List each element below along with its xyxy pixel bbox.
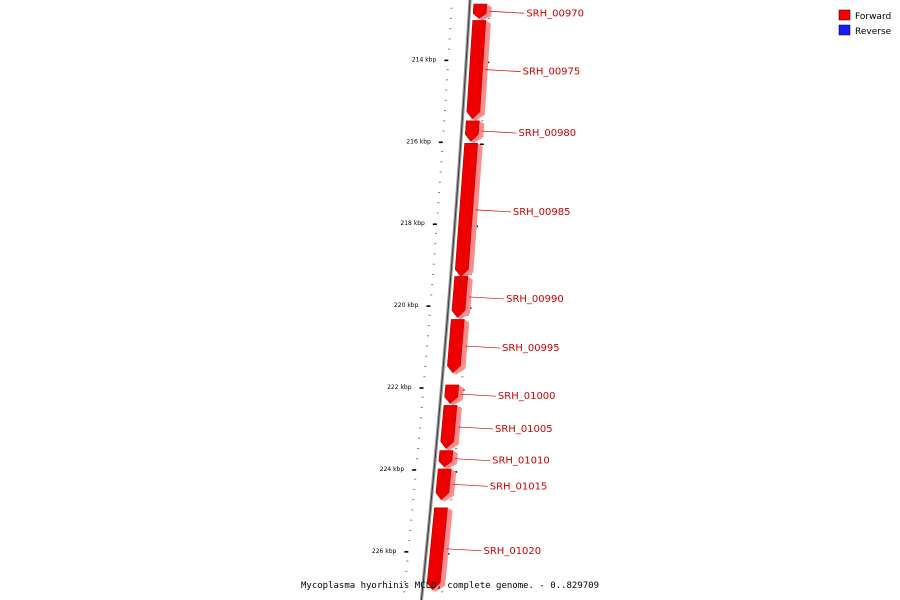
gene-label[interactable]: SRH_00970 — [526, 8, 584, 20]
legend-item-reverse — [839, 25, 892, 37]
gene-arrow[interactable] — [427, 508, 452, 592]
gene-arrow[interactable] — [467, 20, 491, 120]
gene-leader-line — [489, 11, 524, 13]
gene-label[interactable]: SRH_01020 — [483, 545, 542, 557]
legend-swatch-reverse — [839, 25, 850, 35]
legend-item-forward — [839, 10, 891, 22]
gene-leader-line — [469, 297, 504, 299]
gene-arrow[interactable] — [445, 385, 464, 405]
tick-label: 218 kbp — [400, 220, 425, 228]
gene-arrow[interactable] — [439, 451, 458, 469]
gene-leader-line — [453, 484, 488, 486]
gene-label[interactable]: SRH_00975 — [522, 66, 581, 78]
gene-label[interactable]: SRH_01010 — [492, 455, 550, 467]
gene-leader-line — [482, 131, 517, 133]
gene-label[interactable]: SRH_01005 — [495, 423, 553, 435]
gene-leader-line — [465, 346, 500, 348]
gene-leader-line — [461, 394, 496, 396]
gene-label[interactable]: SRH_01015 — [489, 481, 548, 493]
gene-label[interactable]: SRH_00985 — [512, 206, 571, 218]
gene-label[interactable]: SRH_00990 — [506, 293, 564, 305]
legend-label-forward: Forward — [855, 12, 892, 22]
gene-label[interactable]: SRH_00995 — [502, 343, 560, 355]
gene-arrow[interactable] — [441, 405, 462, 450]
gene-arrow[interactable] — [447, 319, 469, 374]
tick-label: 224 kbp — [379, 465, 405, 473]
tick-label: 214 kbp — [411, 56, 437, 64]
gene-leader-line — [447, 549, 482, 551]
tick-label: 220 kbp — [393, 302, 419, 310]
gene-label[interactable]: SRH_00980 — [518, 128, 577, 140]
genome-caption: Mycoplasma hyorhinis MCLD, complete genome. - 0..829709 — [300, 581, 600, 591]
gene-leader-line — [458, 427, 493, 429]
gene-arrow[interactable] — [436, 469, 456, 502]
legend-swatch-forward — [839, 10, 850, 20]
legend-label-reverse: Reverse — [855, 27, 892, 37]
strand-legend — [839, 10, 892, 37]
tick-label: 216 kbp — [406, 138, 431, 146]
gene-label[interactable]: SRH_01000 — [497, 391, 556, 403]
gene-leader-line — [486, 70, 521, 72]
gene-leader-line — [476, 210, 511, 212]
gene-arrow[interactable] — [465, 121, 484, 143]
tick-label: 226 kbp — [371, 547, 397, 555]
tick-label: 222 kbp — [387, 384, 412, 392]
gene-arrow[interactable] — [452, 276, 473, 319]
gene-leader-line — [455, 459, 490, 461]
